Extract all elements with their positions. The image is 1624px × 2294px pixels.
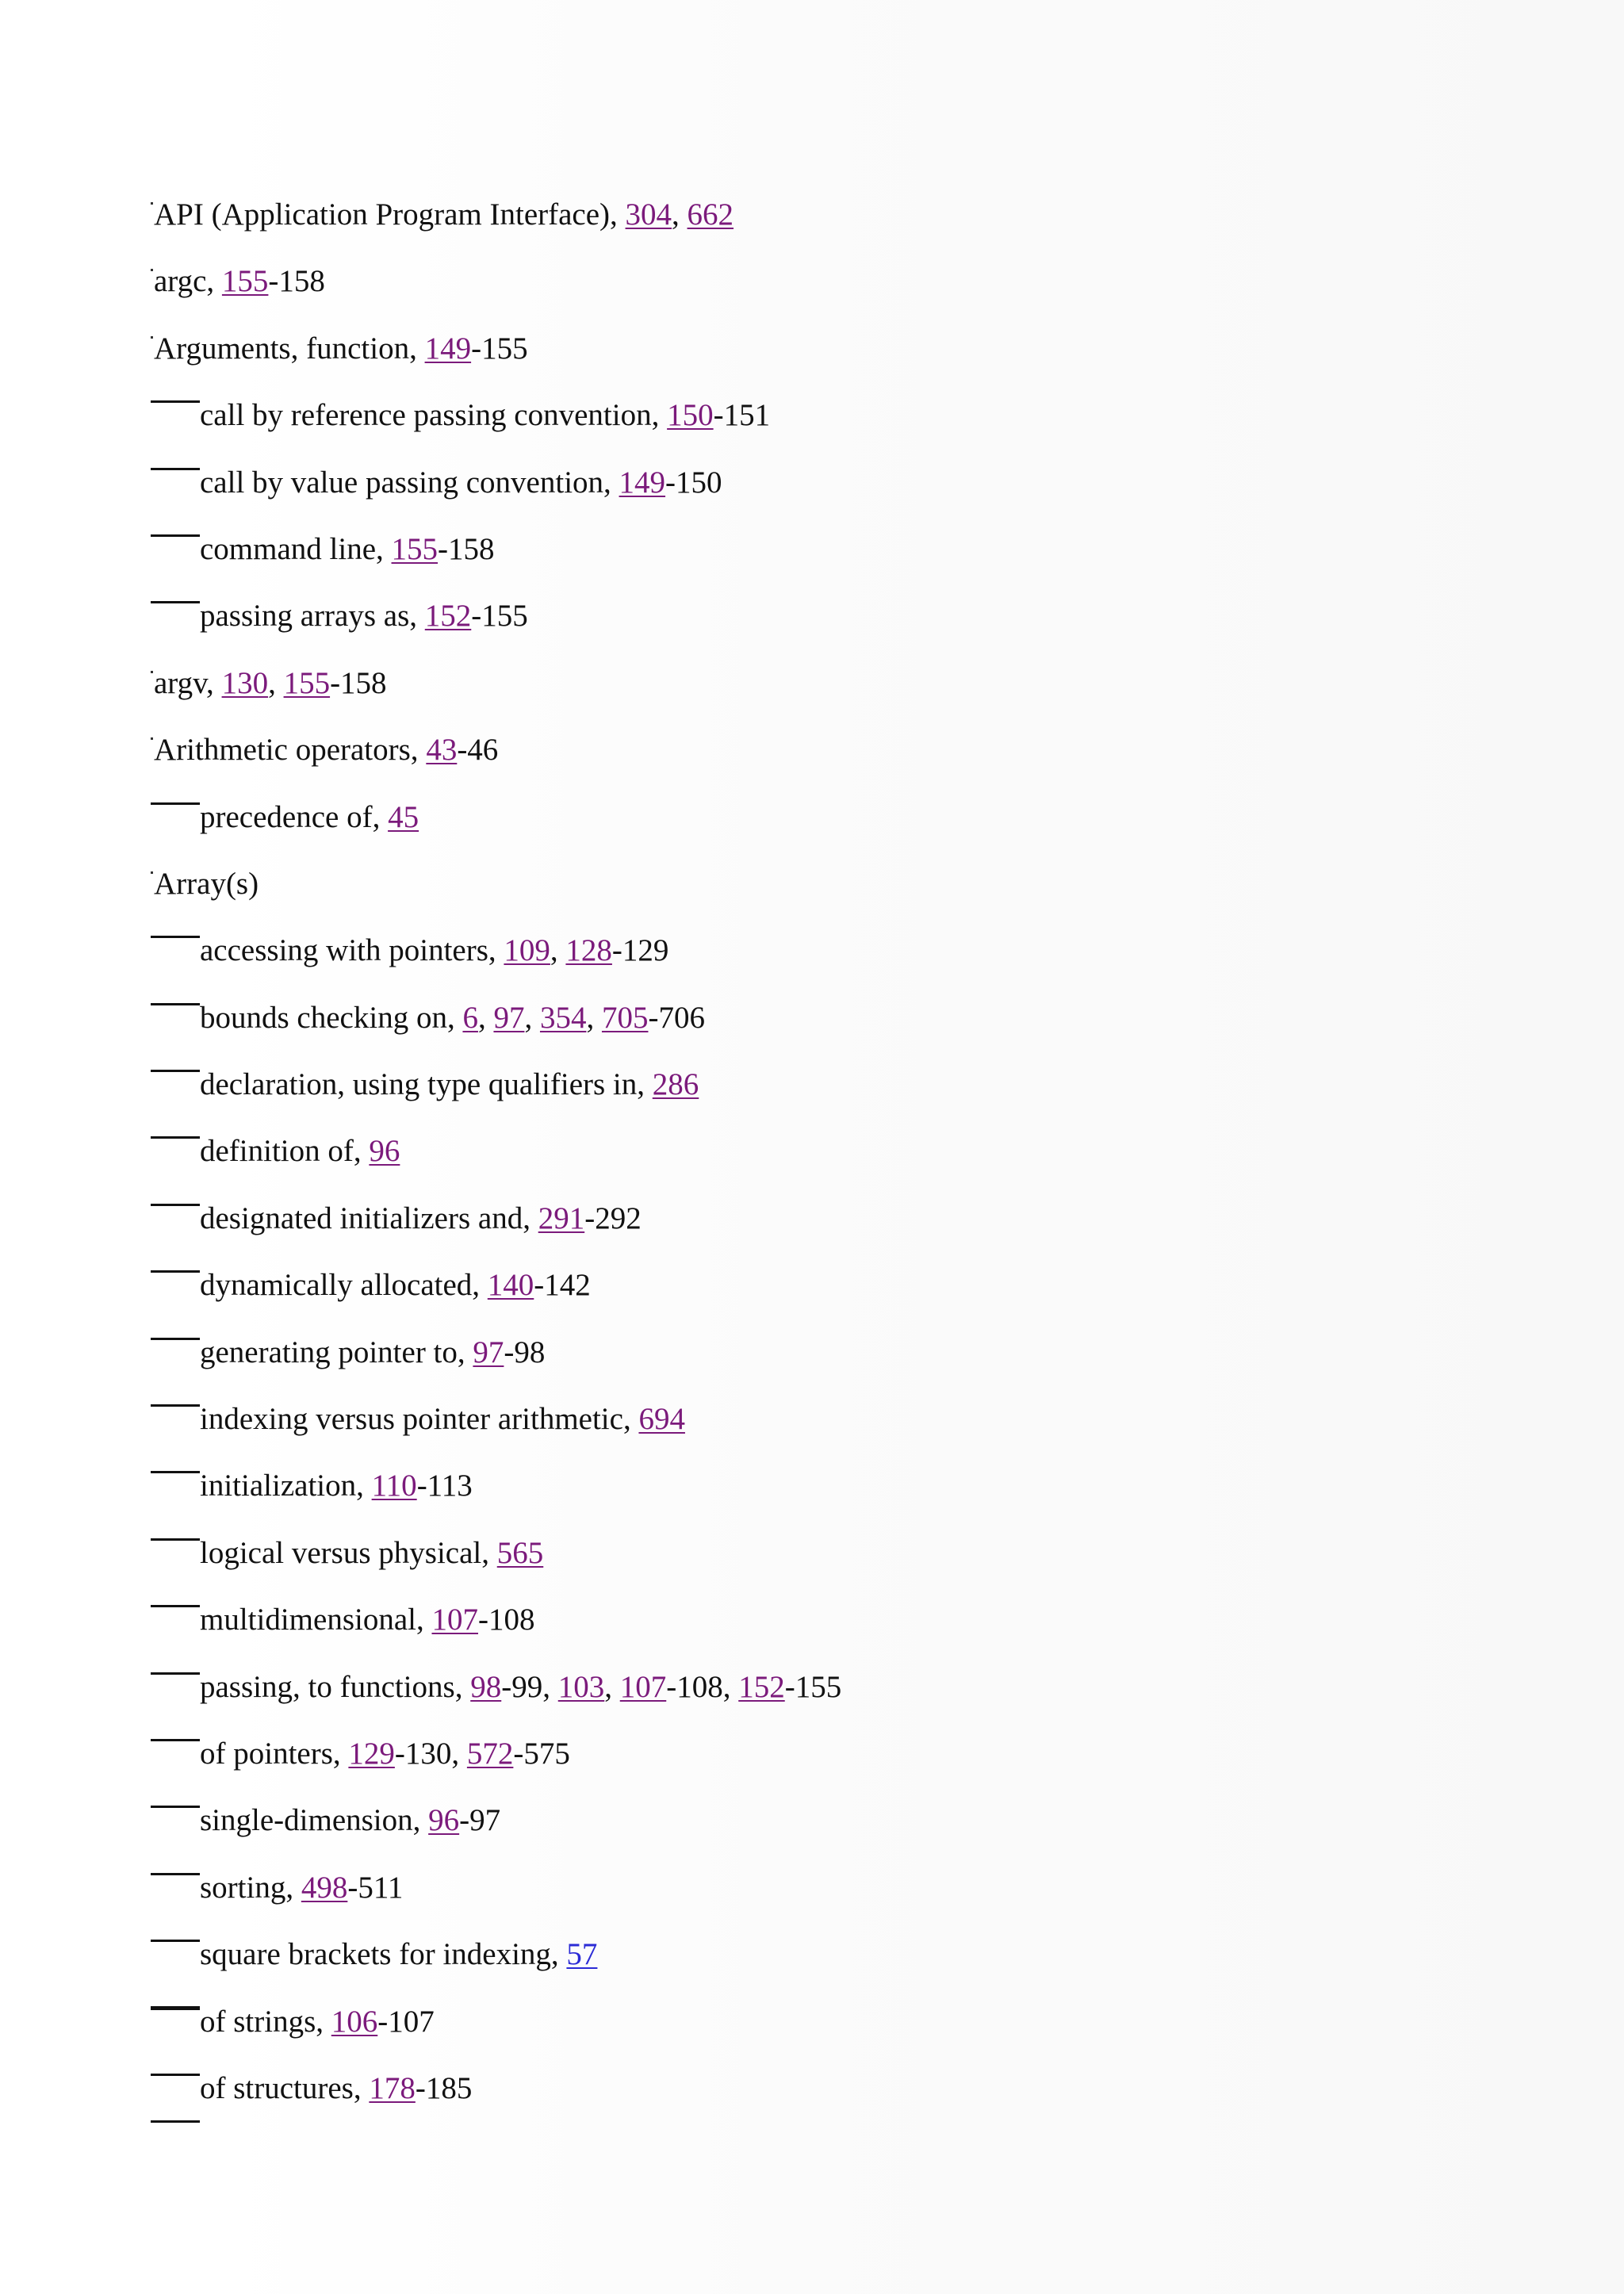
page-reference-link[interactable]: 6	[462, 1000, 478, 1035]
page-reference-link[interactable]: 662	[687, 197, 734, 232]
page-reference-link[interactable]: 149	[424, 331, 472, 366]
subentry-dash	[151, 1136, 200, 1139]
subentry-dash	[151, 2074, 200, 2076]
entry-text: -98	[504, 1335, 546, 1369]
page-reference-link[interactable]: 97	[493, 1000, 525, 1035]
entry-text: bounds checking on,	[200, 1000, 463, 1035]
entry-text: -129	[611, 933, 669, 968]
index-subentry	[151, 1859, 1419, 1926]
entry-text: ,	[550, 933, 566, 968]
page-reference-link[interactable]: 109	[504, 933, 550, 968]
index-subentry	[151, 1926, 1419, 1993]
page-reference-link[interactable]: 97	[473, 1335, 504, 1369]
entry-text: designated initializers and,	[200, 1201, 538, 1235]
index-subentry	[151, 387, 1419, 454]
subentry-dash	[151, 1404, 200, 1407]
page-reference-link[interactable]: 149	[619, 465, 666, 500]
subentry-dash	[151, 400, 200, 403]
index-subentry	[151, 1725, 1419, 1792]
index-subentry	[151, 1257, 1419, 1323]
entry-text: -158	[438, 531, 495, 566]
page-reference-link[interactable]: 130	[221, 665, 269, 700]
entry-text: -150	[665, 465, 722, 500]
entry-text: -113	[416, 1469, 473, 1503]
index-entry	[151, 320, 1419, 387]
subentry-dash	[151, 1873, 200, 1875]
index-subentry	[151, 521, 1419, 588]
page-reference-link[interactable]: 129	[348, 1736, 395, 1771]
page-reference-link[interactable]: 152	[424, 599, 472, 634]
entry-text: of strings,	[200, 2004, 331, 2039]
page-reference-link[interactable]: 354	[539, 1000, 587, 1035]
page-reference-link[interactable]: 106	[331, 2004, 378, 2039]
page-reference-link[interactable]: 155	[283, 665, 331, 700]
page-reference-link[interactable]: 96	[369, 1134, 400, 1169]
index-subentry	[151, 1190, 1419, 1257]
subentry-dash	[151, 1672, 200, 1675]
page-reference-link[interactable]: 178	[369, 2070, 416, 2105]
subentry-dash	[151, 1605, 200, 1607]
entry-text: -46	[457, 733, 499, 768]
entry-text: call by reference passing convention,	[200, 398, 668, 433]
entry-text: multidimensional,	[200, 1603, 432, 1637]
entry-text: ,	[268, 665, 284, 700]
index-subentry	[151, 588, 1419, 654]
entry-text: passing arrays as,	[200, 599, 425, 634]
page-reference-link[interactable]: 572	[466, 1736, 514, 1771]
subentry-dash	[151, 936, 200, 938]
entry-text: -292	[584, 1201, 642, 1235]
index-entry	[151, 856, 1419, 922]
entry-text: square brackets for indexing,	[200, 1937, 567, 1972]
entry-text: call by value passing convention,	[200, 465, 619, 500]
entry-text: ,	[524, 1000, 540, 1035]
subentry-dash	[151, 1070, 200, 1072]
entry-text: Arguments, function,	[154, 331, 425, 366]
entry-text: logical versus physical,	[200, 1535, 497, 1570]
entry-text: -97	[459, 1803, 501, 1838]
subentry-dash	[151, 1003, 200, 1005]
page-reference-link[interactable]: 103	[557, 1669, 605, 1704]
entry-text: definition of,	[200, 1134, 370, 1169]
index-subentry	[151, 1324, 1419, 1391]
entry-text: command line,	[200, 531, 392, 566]
entry-text: dynamically allocated,	[200, 1268, 488, 1303]
subentry-dash	[151, 601, 200, 603]
subentry-dash	[151, 1338, 200, 1340]
subentry-dash	[151, 1806, 200, 1808]
index-entry	[151, 655, 1419, 722]
page-reference-link[interactable]: 304	[625, 197, 672, 232]
entry-text: -130,	[394, 1736, 467, 1771]
page-reference-link[interactable]: 152	[738, 1669, 785, 1704]
page-reference-link[interactable]: 286	[652, 1067, 699, 1102]
index-subentry	[151, 1056, 1419, 1123]
entry-text: of pointers,	[200, 1736, 349, 1771]
subentry-dash	[151, 1940, 200, 1942]
entry-text: -706	[648, 1000, 705, 1035]
entry-text: -108	[477, 1603, 535, 1637]
entry-text: ,	[477, 1000, 494, 1035]
entry-text: -155	[471, 331, 528, 366]
subentry-dash	[151, 802, 200, 805]
page-reference-link[interactable]: 128	[565, 933, 612, 968]
entry-text: argc,	[154, 264, 222, 299]
entry-text: -158	[268, 264, 325, 299]
index-subentry	[151, 789, 1419, 856]
page-reference-link[interactable]: 150	[667, 398, 714, 433]
index-list	[151, 186, 1419, 2127]
entry-text: -99,	[501, 1669, 558, 1704]
entry-text: -575	[513, 1736, 570, 1771]
page-reference-link[interactable]: 96	[428, 1803, 460, 1838]
page-reference-link[interactable]: 57	[566, 1937, 598, 1972]
page-reference-link[interactable]: 107	[619, 1669, 667, 1704]
entry-text: Array(s)	[154, 866, 259, 901]
entry-text: sorting,	[200, 1870, 301, 1905]
subentry-dash	[151, 1538, 200, 1541]
page-reference-link[interactable]: 107	[431, 1603, 478, 1637]
subentry-dash	[151, 2006, 200, 2010]
entry-text: -155	[784, 1669, 842, 1704]
entry-text: declaration, using type qualifiers in,	[200, 1067, 653, 1102]
index-entry	[151, 722, 1419, 788]
entry-text: API (Application Program Interface),	[154, 197, 626, 232]
entry-text: ,	[586, 1000, 602, 1035]
entry-text: precedence of,	[200, 799, 389, 834]
index-subentry	[151, 1525, 1419, 1591]
page-reference-link[interactable]: 43	[426, 733, 458, 768]
index-subentry	[151, 1591, 1419, 1658]
index-subentry	[151, 2060, 1419, 2127]
continuation-dash	[151, 2120, 200, 2123]
page-reference-link[interactable]: 110	[371, 1469, 417, 1503]
entry-text: -511	[347, 1870, 404, 1905]
entry-text: -158	[330, 665, 387, 700]
page-reference-link[interactable]: 694	[638, 1402, 685, 1437]
entry-text: of structures,	[200, 2070, 370, 2105]
entry-text: argv,	[154, 665, 222, 700]
entry-text: indexing versus pointer arithmetic,	[200, 1402, 639, 1437]
entry-text: generating pointer to,	[200, 1335, 473, 1369]
subentry-dash	[151, 1739, 200, 1741]
entry-text: Arithmetic operators,	[154, 733, 427, 768]
index-subentry	[151, 990, 1419, 1056]
entry-text: initialization,	[200, 1469, 372, 1503]
entry-text: -155	[471, 599, 528, 634]
entry-text: ,	[604, 1669, 620, 1704]
entry-text: -108,	[666, 1669, 739, 1704]
entry-text: -107	[377, 2004, 435, 2039]
page-reference-link[interactable]: 155	[221, 264, 269, 299]
index-subentry	[151, 922, 1419, 989]
entry-text: single-dimension,	[200, 1803, 429, 1838]
index-entry	[151, 186, 1419, 253]
subentry-dash	[151, 1204, 200, 1206]
index-subentry	[151, 1391, 1419, 1457]
subentry-dash	[151, 1471, 200, 1473]
entry-text: -151	[713, 398, 771, 433]
entry-text: ,	[672, 197, 688, 232]
index-subentry	[151, 454, 1419, 521]
page-reference-link[interactable]: 155	[391, 531, 439, 566]
page-reference-link[interactable]: 291	[538, 1201, 585, 1235]
subentry-dash	[151, 534, 200, 537]
page-reference-link[interactable]: 140	[487, 1268, 534, 1303]
page-reference-link[interactable]: 498	[301, 1870, 348, 1905]
entry-text: passing, to functions,	[200, 1669, 471, 1704]
index-entry	[151, 253, 1419, 320]
index-subentry	[151, 1792, 1419, 1859]
entry-text: -142	[534, 1268, 591, 1303]
index-subentry	[151, 1123, 1419, 1189]
index-subentry	[151, 1993, 1419, 2060]
subentry-dash	[151, 468, 200, 470]
page-reference-link[interactable]: 565	[496, 1535, 544, 1570]
page-reference-link[interactable]: 98	[470, 1669, 502, 1704]
index-subentry	[151, 1457, 1419, 1524]
entry-text: accessing with pointers,	[200, 933, 504, 968]
entry-text: -185	[415, 2070, 473, 2105]
page-reference-link[interactable]: 705	[601, 1000, 649, 1035]
index-subentry	[151, 1659, 1419, 1725]
page-reference-link[interactable]: 45	[388, 799, 419, 834]
subentry-dash	[151, 1270, 200, 1273]
